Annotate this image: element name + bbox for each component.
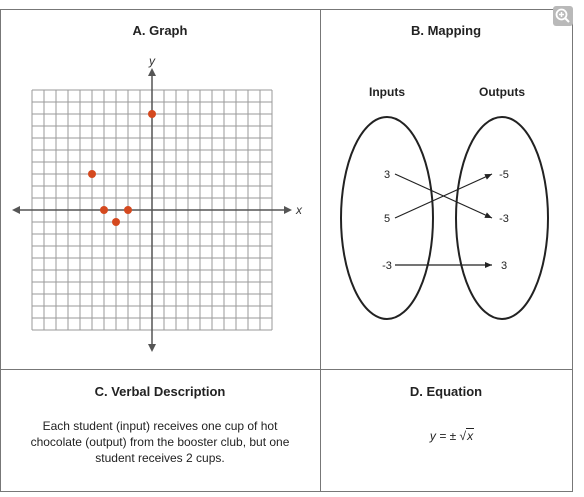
equation-expression — [320, 428, 584, 443]
graph-title: A. Graph — [132, 23, 188, 38]
equation-radicand: x — [467, 429, 474, 443]
y-axis-label: y — [149, 54, 155, 68]
verbal-description-text: Each student (input) receives one cup of hot chocolate (output) from the booster club, but one student receives 2 cups. — [30, 419, 290, 465]
square-root: √x — [459, 429, 474, 443]
mapping-title: B. Mapping — [410, 23, 482, 38]
mapping-input-value: -3 — [382, 260, 392, 272]
mapping-output-value: -3 — [499, 213, 509, 225]
graph-point — [88, 170, 96, 178]
mapping-input-value: 5 — [383, 213, 391, 225]
equation-title: D. Equation — [409, 384, 483, 399]
mapping-arrows — [382, 169, 509, 272]
outputs-heading: Outputs — [479, 85, 525, 99]
mapping-output-value: -5 — [499, 169, 509, 181]
graph-point — [148, 110, 156, 118]
graph-point — [100, 206, 108, 214]
plotted-points — [88, 110, 156, 226]
graph-point — [124, 206, 132, 214]
graph-point — [112, 218, 120, 226]
inputs-heading: Inputs — [369, 85, 405, 99]
x-axis-left-arrow — [12, 206, 20, 214]
mapping-output-value: 3 — [500, 260, 508, 272]
y-axis-bottom-arrow — [148, 344, 156, 352]
equation-lhs: y = ± — [429, 429, 457, 443]
x-axis-label: x — [296, 203, 302, 217]
y-axis-top-arrow — [148, 68, 156, 76]
zoom-in-icon — [553, 6, 573, 26]
x-axis-right-arrow — [284, 206, 292, 214]
verbal-description-title: C. Verbal Description — [94, 384, 226, 399]
mapping-input-value: 3 — [383, 169, 391, 181]
mapping-arrow — [395, 262, 492, 268]
zoom-button[interactable] — [553, 6, 573, 26]
